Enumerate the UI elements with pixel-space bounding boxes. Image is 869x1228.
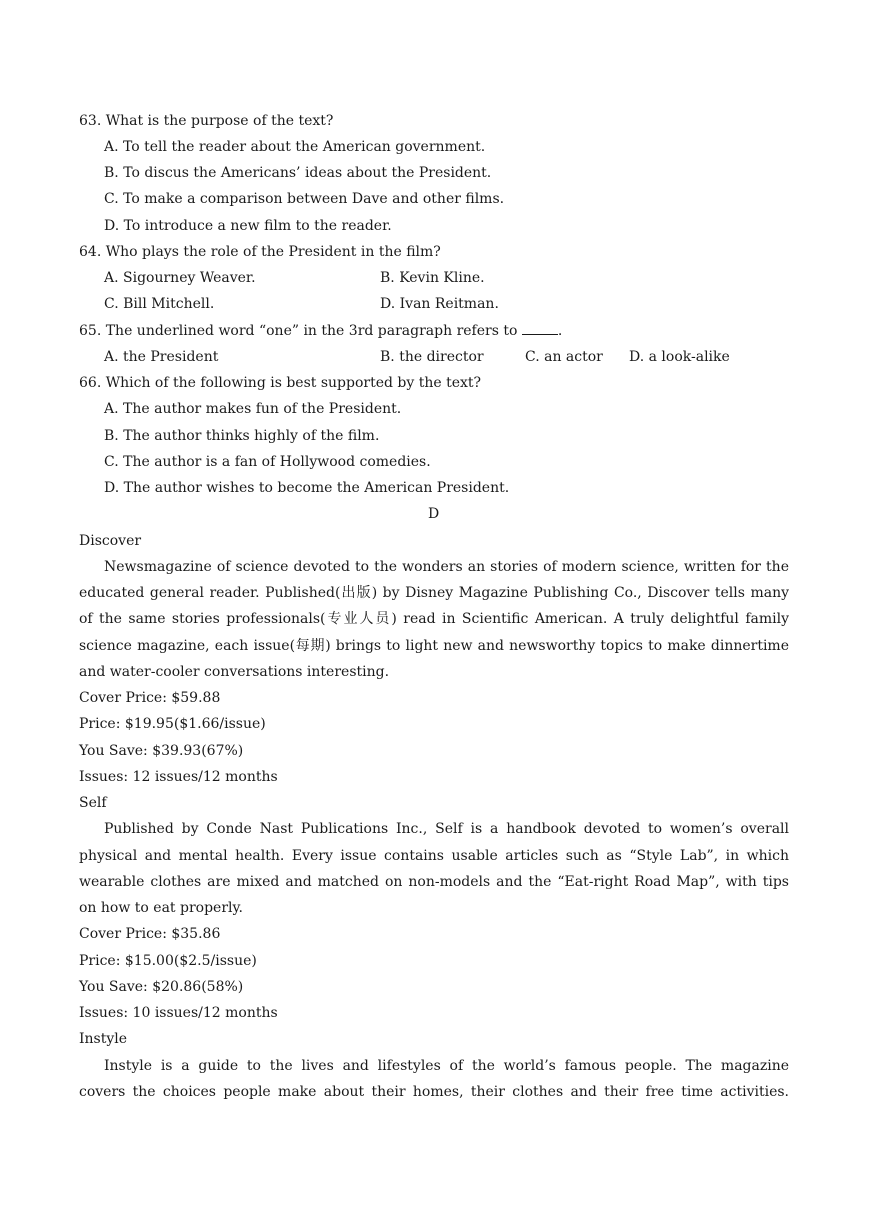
instyle-paragraph-line: Instyle is a guide to the lives and lifestyles of the world’s famous people. The magazine — [104, 1058, 789, 1074]
question-65-option-d: D. a look-alike — [629, 349, 730, 365]
answer-blank — [522, 322, 558, 335]
self-cover-price: Cover Price: $35.86 — [79, 926, 221, 942]
discover-title: Discover — [79, 533, 142, 549]
question-65-stem — [79, 322, 562, 340]
question-64-stem: 64. Who plays the role of the President in the film? — [79, 244, 441, 260]
question-65-stem-text: 65. The underlined word “one” in the 3rd paragraph refers to — [79, 323, 522, 339]
self-paragraph-line: physical and mental health. Every issue contains usable articles such as “Style Lab”, in which — [79, 848, 789, 864]
question-64-option-c: C. Bill Mitchell. — [104, 296, 215, 312]
discover-paragraph-line: Newsmagazine of science devoted to the wonders an stories of modern science, written for the — [104, 559, 789, 575]
instyle-paragraph-line: covers the choices people make about their homes, their clothes and their free time activities. — [79, 1084, 789, 1100]
question-65-stem-end: . — [557, 323, 563, 339]
discover-issues: Issues: 12 issues/12 months — [79, 769, 278, 785]
self-issues: Issues: 10 issues/12 months — [79, 1005, 278, 1021]
self-paragraph-line: on how to eat properly. — [79, 900, 243, 916]
question-63-option-b: B. To discus the Americans’ ideas about the President. — [104, 165, 492, 181]
question-64-option-a: A. Sigourney Weaver. — [104, 270, 256, 286]
self-paragraph-line: Published by Conde Nast Publications Inc., Self is a handbook devoted to women’s overall — [104, 821, 789, 837]
self-title: Self — [79, 795, 107, 811]
discover-paragraph-line: science magazine, each issue(每期) brings to light new and newsworthy topics to make dinnertime — [79, 638, 789, 654]
question-63-stem: 63. What is the purpose of the text? — [79, 113, 334, 129]
self-paragraph-line: wearable clothes are mixed and matched on non-models and the “Eat-right Road Map”, with tips — [79, 874, 789, 890]
question-64-option-d: D. Ivan Reitman. — [380, 296, 499, 312]
question-64-option-b: B. Kevin Kline. — [380, 270, 485, 286]
section-letter: D — [428, 506, 440, 522]
question-66-option-d: D. The author wishes to become the American President. — [104, 480, 510, 496]
question-66-stem: 66. Which of the following is best supported by the text? — [79, 375, 482, 391]
question-65-option-b: B. the director — [380, 349, 484, 365]
self-you-save: You Save: $20.86(58%) — [79, 979, 244, 995]
instyle-title: Instyle — [79, 1031, 128, 1047]
question-63-option-a: A. To tell the reader about the American government. — [104, 139, 486, 155]
question-65-option-c: C. an actor — [525, 349, 603, 365]
discover-you-save: You Save: $39.93(67%) — [79, 743, 244, 759]
self-price: Price: $15.00($2.5/issue) — [79, 953, 257, 969]
discover-price: Price: $19.95($1.66/issue) — [79, 716, 266, 732]
question-63-option-c: C. To make a comparison between Dave and other films. — [104, 191, 505, 207]
discover-paragraph-line: of the same stories professionals(专业人员) read in Scientific American. A truly delightful family — [79, 611, 789, 627]
discover-paragraph-line: and water-cooler conversations interesting. — [79, 664, 390, 680]
question-66-option-a: A. The author makes fun of the President. — [104, 401, 402, 417]
question-65-option-a: A. the President — [104, 349, 219, 365]
discover-paragraph-line: educated general reader. Published(出版) by Disney Magazine Publishing Co., Discover tells many — [79, 585, 789, 601]
question-63-option-d: D. To introduce a new film to the reader. — [104, 218, 392, 234]
question-66-option-b: B. The author thinks highly of the film. — [104, 428, 380, 444]
question-66-option-c: C. The author is a fan of Hollywood comedies. — [104, 454, 431, 470]
discover-cover-price: Cover Price: $59.88 — [79, 690, 221, 706]
